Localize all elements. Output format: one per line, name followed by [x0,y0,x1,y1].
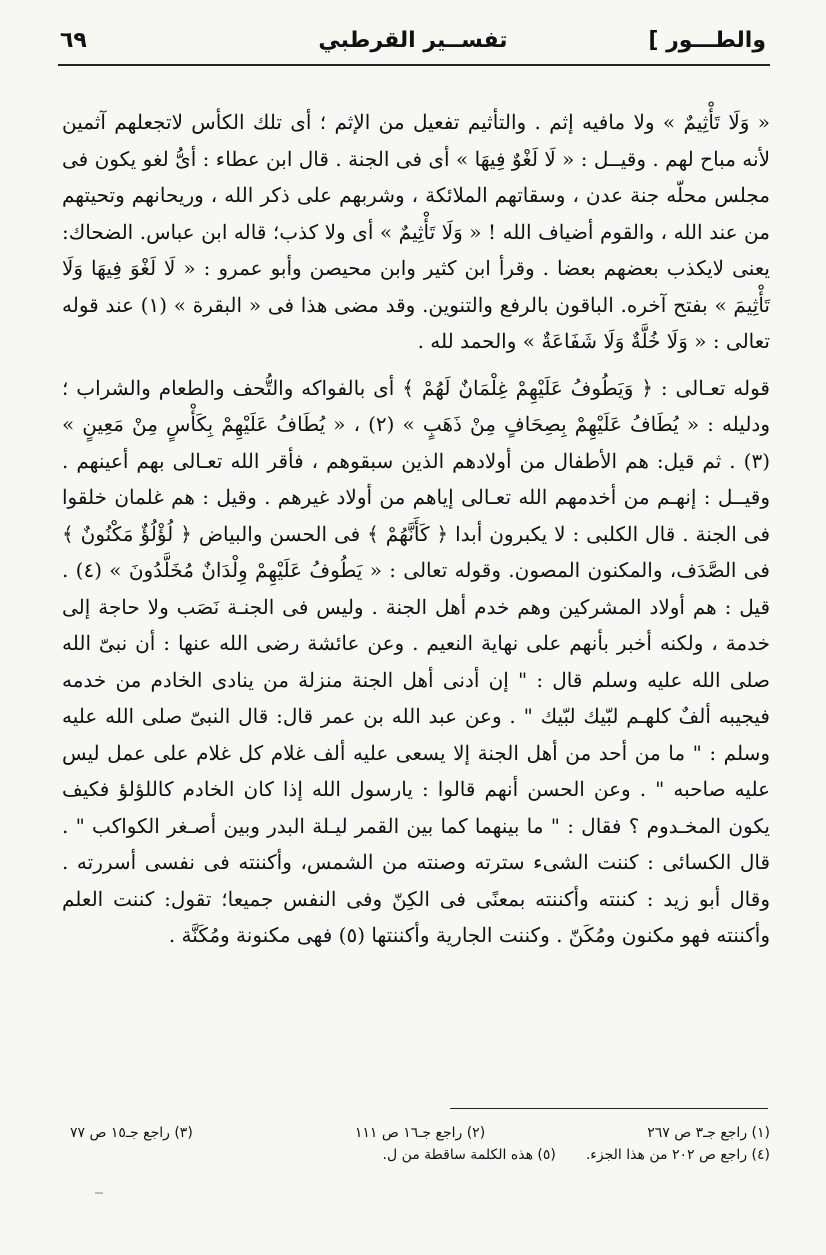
footnote-rule [450,1108,768,1109]
footnote-row [70,1122,770,1144]
header-rule [58,64,770,66]
footnote-row [70,1144,770,1166]
paragraph: قوله تعـالى : ﴿ وَيَطُوفُ عَلَيْهِمْ غِلْمَانٌ لَهُمْ ﴾ أى بالفواكه والتُّحف والطعام والشراب ؛ ودليله : « يُطَافُ عَلَيْهِمْ بِصِحَافٍ مِنْ ذَهَبٍ » (٢) ، « يُطَافُ عَلَيْهِمْ بِكَأْسٍ مِنْ مَعِينٍ » (٣) . ثم قيل: هم الأطفال من أولادهم الذين سبقوهم ، فأقر الله تعـالى بهم أعينهم . وقيــل : إنهـم من أخدمهم الله تعـالى إياهم من أولاد غيرهم . وقيل : هم غلمان خلقوا فى الجنة . قال الكلبى : لا يكبرون أبدا ﴿ كَأَنَّهُمْ ﴾ فى الحسن والبياض ﴿ لُؤْلُؤٌ مَكْنُونٌ ﴾ فى الصَّدَف، والمكنون المصون. وقوله تعالى : « يَطُوفُ عَلَيْهِمْ وِلْدَانٌ مُخَلَّدُونَ » (٤) . قيل : هم أولاد المشركين وهم خدم أهل الجنة . وليس فى الجنـة نَصَب ولا حاجة إلى خدمة ، ولكنه أخبر بأنهم على نهاية النعيم . وعن عائشة رضى الله عنها : أن نبىّ الله صلى الله عليه وسلم قال : " إن أدنى أهل الجنة منزلة من ينادى الخادم من خدمه فيجيبه ألفٌ كلهـم لبّيك لبّيك " . وعن عبد الله بن عمر قال: قال النبىّ صلى الله عليه وسلم : " ما من أحد من أهل الجنة إلا يسعى عليه ألف غلام كل غلام على عمل ليس عليه صاحبه " . وعن الحسن أنهم قالوا : يارسول الله إذا كان الخادم كاللؤلؤ فكيف يكون المخـدوم ؟ فقال : " ما بينهما كما بين القمر ليـلة البدر وبين أصـغر الكواكب " . قال الكسائى : كننت الشىء سترته وصنته من الشمس، وأكننته فى نفسى أسررته . وقال أبو زيد : كننته وأكننته بمعنًى فى الكِنّ وفى النفس جميعا؛ تقول: كننت العلم وأكننته فهو مكنون ومُكَنّ . وكننت الجارية وأكننتها (٥) فهى مكنونة ومُكَنَّة . [62,375,770,947]
page-header [60,28,766,62]
running-title: تفســير القرطبي [318,28,508,53]
footnote: (٤) راجع ص ٢٠٢ من هذا الجزء. [585,1147,770,1163]
paragraph: « وَلَا تَأْثِيمٌ » ولا مافيه إثم . والتأثيم تفعيل من الإثم ؛ أى تلك الكأس لاتجعلهم آثمين لأنه مباح لهم . وقيــل : « لَا لَغْوٌ فِيهَا » أى فى الجنة . قال ابن عطاء : أىُّ لغو يكون فى مجلس محلّه جنة عدن ، وسقاتهم الملائكة ، وشربهم على ذكر الله ، وريحانهم وتحيتهم من عند الله ، والقوم أضياف الله ! « وَلَا تَأْثِيمٌ » أى ولا كذب؛ قاله ابن عباس. الضحاك: يعنى لايكذب بعضهم بعضا . وقرأ ابن كثير وابن محيصن وأبو عمرو : « لَا لَغْوَ فِيهَا وَلَا تَأْثِيمَ » بفتح آخره. الباقون بالرفع والتنوين. وقد مضى هذا فى « البقرة » (١) عند قوله تعالى : « وَلَا خُلَّةٌ وَلَا شَفَاعَةٌ » والحمد لله . [62,110,771,353]
footnote: (٢) راجع جـ١٦ ص ١١١ [354,1125,486,1141]
footnote: (٣) راجع جـ١٥ ص ٧٧ [70,1125,193,1141]
footnote: (٥) هذه الكلمة ساقطة من ل. [382,1147,556,1163]
scan-smudge [95,1192,103,1194]
main-text [62,104,770,954]
footnotes [70,1122,770,1166]
page-number: ٦٩ [60,28,87,53]
surah-name: والطـــور ] [648,28,766,53]
footnote: (١) راجع جـ٣ ص ٢٦٧ [647,1125,770,1141]
